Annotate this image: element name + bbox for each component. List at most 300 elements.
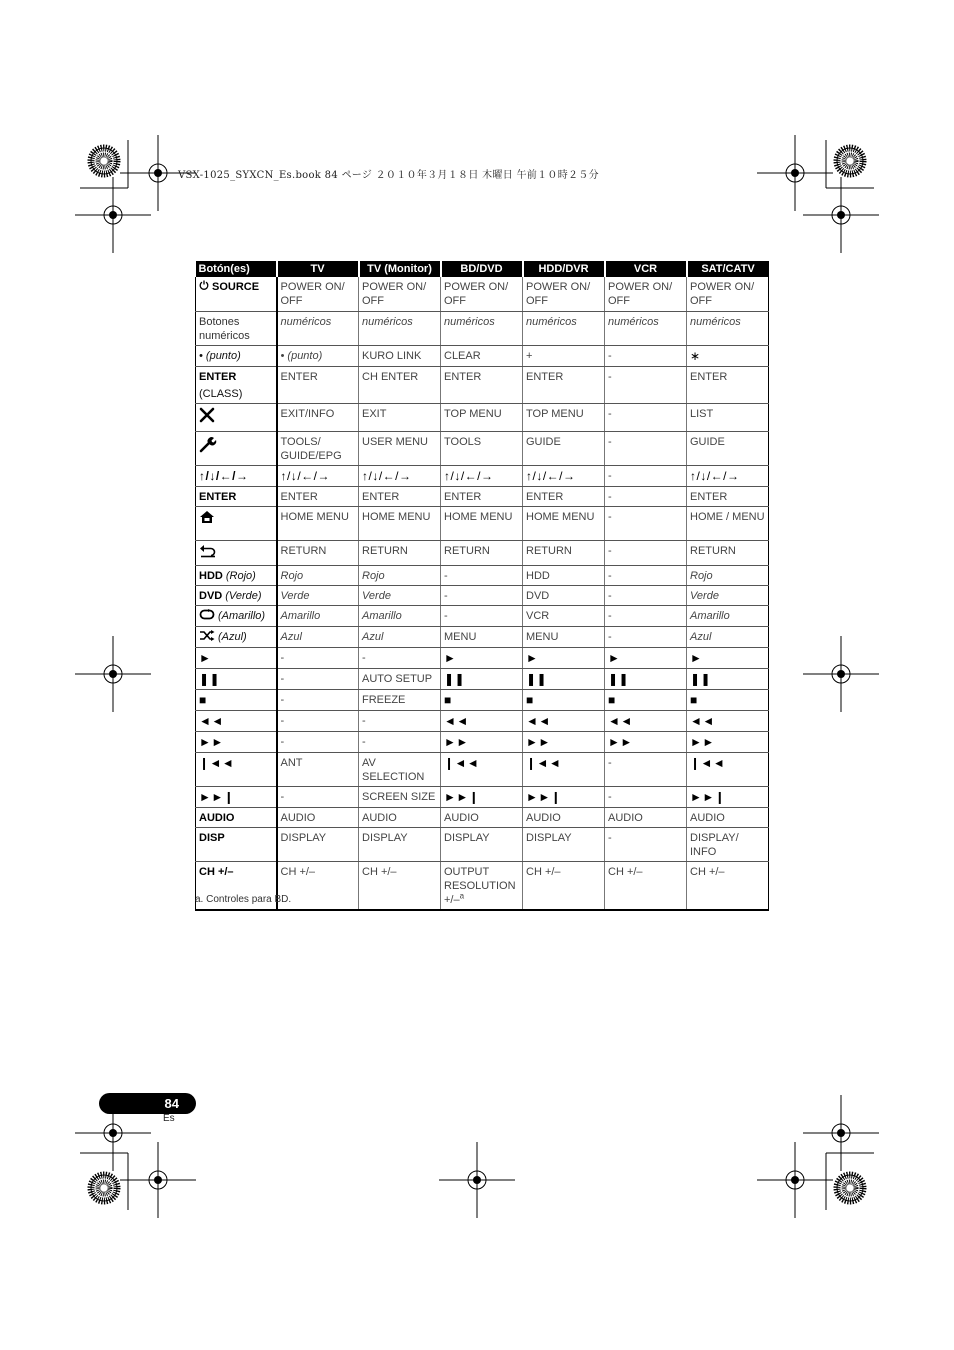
cell-value: Rojo [280, 569, 304, 582]
cell-value: - [444, 609, 448, 622]
cell-value: Verde [362, 589, 391, 602]
table-cell [523, 540, 605, 565]
table-cell [687, 626, 769, 647]
cell-value: EXIT [362, 407, 387, 420]
cell-value: ■ [526, 692, 534, 707]
cell-value: - [280, 735, 285, 748]
cell-value: - [280, 693, 285, 706]
table-cell [523, 366, 605, 403]
close-icon [199, 407, 215, 427]
cell-value: ENTER [362, 490, 400, 503]
table-cell [441, 861, 523, 910]
button-name-cell [196, 731, 277, 752]
cell-value: Verde [280, 589, 310, 602]
cell-value: ENTER [444, 370, 482, 383]
table-cell [277, 786, 359, 807]
table-cell [605, 668, 687, 689]
table-cell [523, 668, 605, 689]
table-cell [523, 585, 605, 605]
table-cell [687, 403, 769, 431]
cell-value: DISPLAY [280, 831, 327, 844]
cell-value: Azul [690, 630, 712, 643]
table-row [196, 506, 769, 540]
cell-value: ■ [690, 692, 698, 707]
cell-value: ❙◄◄ [690, 755, 726, 770]
table-cell [441, 585, 523, 605]
cell-value: AUDIO [608, 811, 643, 824]
button-name-cell [196, 827, 277, 861]
cell-value: ❚❚ [526, 671, 548, 686]
table-row [196, 431, 769, 465]
cell-value: ► [690, 650, 703, 665]
table-cell [687, 565, 769, 585]
button-label: DISP [199, 831, 225, 844]
table-row [196, 626, 769, 647]
table-cell [277, 366, 359, 403]
button-name-cell [196, 540, 277, 565]
cell-value: ENTER [526, 490, 564, 503]
cell-value: POWER ON/ OFF [280, 281, 345, 307]
table-cell [605, 786, 687, 807]
table-row [196, 827, 769, 861]
cell-value: ◄◄ [444, 713, 469, 728]
cell-value: RETURN [362, 544, 408, 557]
cell-value: ANT [280, 756, 303, 769]
cell-value: ENTER [690, 370, 728, 383]
table-cell [441, 345, 523, 366]
button-name-cell [196, 585, 277, 605]
table-cell [687, 540, 769, 565]
button-name-cell [196, 626, 277, 647]
table-cell [359, 689, 441, 710]
table-cell [277, 486, 359, 506]
cell-value: numéricos [280, 315, 332, 328]
table-cell [605, 345, 687, 366]
table-row [196, 403, 769, 431]
cell-value: POWER ON/ OFF [690, 281, 755, 307]
table-cell [441, 277, 523, 311]
button-label: ↑/↓/←/→ [199, 468, 249, 483]
table-cell [523, 807, 605, 827]
cell-value: AUDIO [280, 811, 316, 824]
table-cell [605, 827, 687, 861]
footnote: a. Controles para BD. [195, 894, 292, 905]
cell-value: ❚❚ [690, 671, 712, 686]
column-header: BD/DVD [441, 261, 523, 277]
cell-value: HOME MENU [362, 510, 431, 523]
table-cell [605, 465, 687, 486]
table-cell [687, 431, 769, 465]
page-language: Es [163, 1113, 175, 1124]
cell-value: RETURN [526, 544, 572, 557]
cell-value: FREEZE [362, 693, 406, 706]
table-row [196, 345, 769, 366]
cell-value: TOP MENU [444, 407, 502, 420]
table-row [196, 689, 769, 710]
table-cell [605, 861, 687, 910]
table-cell [523, 827, 605, 861]
cell-value: - [608, 469, 612, 482]
cell-value: HDD [526, 569, 550, 582]
table-row [196, 465, 769, 486]
repeat-icon [199, 609, 215, 624]
button-sub-label: (Verde) [225, 589, 262, 602]
cell-value: - [608, 790, 612, 803]
cell-value: ◄◄ [690, 713, 715, 728]
button-name-cell [196, 403, 277, 431]
table-cell [687, 752, 769, 786]
cell-value: Azul [280, 630, 302, 643]
column-header: Botón(es) [196, 261, 277, 277]
cell-value: - [608, 630, 612, 643]
table-row [196, 366, 769, 403]
cell-value: CH +/– [608, 865, 643, 878]
cell-value: ► [608, 650, 621, 665]
table-cell [359, 731, 441, 752]
cell-value: - [608, 407, 612, 420]
page-number: 84 [99, 1093, 196, 1114]
cell-value: DVD [526, 589, 550, 602]
table-body [196, 277, 769, 910]
button-name-cell [196, 486, 277, 506]
cell-value: CH +/– [526, 865, 561, 878]
table-cell [277, 277, 359, 311]
cell-value: numéricos [690, 315, 741, 328]
cell-value: - [608, 569, 612, 582]
cell-value: • (punto) [280, 349, 323, 362]
table-cell [441, 486, 523, 506]
table-cell [523, 710, 605, 731]
cell-value: - [608, 435, 612, 448]
table-cell [687, 689, 769, 710]
table-cell [605, 565, 687, 585]
wrench-icon [199, 435, 217, 457]
button-name-cell [196, 710, 277, 731]
cell-value: - [608, 544, 612, 557]
cell-value: - [608, 609, 612, 622]
button-label: ENTER [199, 370, 237, 383]
cell-value: Rojo [362, 569, 385, 582]
cell-value: POWER ON/ OFF [526, 281, 591, 307]
table-cell [359, 506, 441, 540]
table-cell [523, 565, 605, 585]
table-row [196, 731, 769, 752]
table-row [196, 668, 769, 689]
table-cell [441, 506, 523, 540]
cell-value: ►► [526, 734, 551, 749]
table-cell [605, 540, 687, 565]
table-cell [277, 668, 359, 689]
table-cell [359, 807, 441, 827]
table-cell [441, 689, 523, 710]
button-name-cell [196, 345, 277, 366]
cell-value: ►► [690, 734, 715, 749]
table-row [196, 786, 769, 807]
button-name-cell [196, 807, 277, 827]
table-cell [441, 403, 523, 431]
table-cell [277, 465, 359, 486]
table-row [196, 807, 769, 827]
cell-value: ↑/↓/←/→ [526, 468, 576, 483]
table-cell [441, 668, 523, 689]
cell-value: numéricos [444, 315, 495, 328]
cell-value: DISPLAY [526, 831, 572, 844]
table-cell [687, 311, 769, 345]
cell-value: - [280, 790, 285, 803]
cell-value: ❙◄◄ [526, 755, 562, 770]
table-cell [277, 431, 359, 465]
table-cell [277, 565, 359, 585]
cell-value: ■ [608, 692, 616, 707]
button-name-cell [196, 277, 277, 311]
cell-value: ENTER [526, 370, 564, 383]
table-cell [523, 786, 605, 807]
table-row [196, 540, 769, 565]
table-cell [687, 861, 769, 910]
cell-value: numéricos [526, 315, 577, 328]
cell-value: AUDIO [362, 811, 397, 824]
cell-value: KURO LINK [362, 349, 422, 362]
table-cell [523, 277, 605, 311]
cell-value: - [280, 672, 285, 685]
table-cell [523, 465, 605, 486]
table-cell [687, 710, 769, 731]
table-cell [441, 752, 523, 786]
table-cell [359, 605, 441, 626]
cell-value: HOME / MENU [690, 510, 765, 523]
table-cell [359, 626, 441, 647]
table-cell [359, 345, 441, 366]
cell-value: USER MENU [362, 435, 429, 448]
cell-value: - [362, 714, 366, 727]
table-cell [277, 626, 359, 647]
cell-value: OUTPUT RESOLUTION +/– [444, 865, 516, 906]
cell-value: ENTER [280, 490, 318, 503]
cell-value: - [280, 714, 285, 727]
cell-value: ◄◄ [608, 713, 633, 728]
table-cell [359, 465, 441, 486]
table-cell [523, 486, 605, 506]
table-cell [605, 752, 687, 786]
table-cell [441, 827, 523, 861]
cell-value: - [444, 589, 448, 602]
table-cell [359, 403, 441, 431]
table-cell [605, 626, 687, 647]
cell-value: AUDIO [690, 811, 725, 824]
button-label: ■ [199, 692, 207, 707]
cell-value: CH +/– [280, 865, 316, 878]
table-cell [523, 647, 605, 668]
cell-value: RETURN [690, 544, 736, 557]
cell-value: ENTER [280, 370, 318, 383]
table-cell [359, 647, 441, 668]
table-cell [277, 506, 359, 540]
table-cell [687, 486, 769, 506]
table-cell [277, 827, 359, 861]
table-cell [605, 807, 687, 827]
table-cell [687, 647, 769, 668]
cell-value: numéricos [608, 315, 659, 328]
table-cell [359, 486, 441, 506]
cell-value: ►►❙ [444, 789, 480, 804]
cell-value: EXIT/INFO [280, 407, 335, 420]
button-name-cell [196, 431, 277, 465]
table-cell [687, 585, 769, 605]
table-cell [605, 731, 687, 752]
button-label: Botones numéricos [199, 315, 250, 342]
button-sub-label: (Rojo) [225, 569, 256, 582]
table-row [196, 277, 769, 311]
table-cell [687, 827, 769, 861]
button-label: ◄◄ [199, 713, 224, 728]
table-cell [441, 540, 523, 565]
table-cell [277, 710, 359, 731]
cell-value: ►►❙ [526, 789, 562, 804]
table-cell [523, 345, 605, 366]
table-cell [523, 311, 605, 345]
button-name-cell [196, 565, 277, 585]
cell-value: LIST [690, 407, 714, 420]
cell-value: ↑/↓/←/→ [362, 468, 412, 483]
home-icon [199, 510, 215, 528]
table-row [196, 710, 769, 731]
table-cell [605, 366, 687, 403]
table-cell [277, 752, 359, 786]
table-cell [687, 277, 769, 311]
table-cell [359, 861, 441, 910]
button-name-cell [196, 366, 277, 403]
cell-value: ∗ [690, 348, 701, 363]
table-cell [523, 605, 605, 626]
table-cell [605, 710, 687, 731]
column-header: TV (Monitor) [359, 261, 441, 277]
table-cell [277, 345, 359, 366]
table-row [196, 585, 769, 605]
shuffle-icon [199, 630, 215, 645]
button-label: DVD [199, 589, 223, 602]
button-name-cell [196, 689, 277, 710]
cell-value: GUIDE [690, 435, 725, 448]
button-label: ►► [199, 734, 224, 749]
table-row [196, 647, 769, 668]
table-cell [687, 731, 769, 752]
cell-value: ■ [444, 692, 452, 707]
table-cell [441, 605, 523, 626]
cell-value: - [280, 651, 285, 664]
table-header-row [196, 261, 769, 277]
button-label: ❚❚ [199, 671, 221, 686]
table-cell [687, 506, 769, 540]
cell-value: POWER ON/ OFF [444, 281, 509, 307]
table-cell [523, 403, 605, 431]
cell-value: - [608, 349, 612, 362]
button-name-cell [196, 752, 277, 786]
table-cell [441, 731, 523, 752]
cell-value: CLEAR [444, 349, 481, 362]
table-row [196, 605, 769, 626]
table-cell [687, 345, 769, 366]
table-cell [523, 752, 605, 786]
cell-value: AUDIO [444, 811, 479, 824]
cell-value: MENU [444, 630, 477, 643]
table-row [196, 486, 769, 506]
table-cell [523, 506, 605, 540]
button-label: ► [199, 650, 212, 665]
table-cell [277, 647, 359, 668]
cell-value: + [526, 349, 533, 362]
table-cell [359, 752, 441, 786]
cell-value: RETURN [280, 544, 327, 557]
table-cell [277, 540, 359, 565]
table-cell [523, 689, 605, 710]
table-cell [605, 647, 687, 668]
table-cell [605, 431, 687, 465]
book-header: VSX-1025_SYXCN_Es.book 84 ページ ２０１０年３月１８日 木曜日 午前１０時２５分 [178, 170, 599, 181]
table-cell [359, 277, 441, 311]
table-cell [441, 366, 523, 403]
column-header: TV [277, 261, 359, 277]
table-cell [687, 605, 769, 626]
cell-value: - [362, 735, 366, 748]
table-cell [277, 585, 359, 605]
table-cell [605, 403, 687, 431]
table-cell [687, 366, 769, 403]
cell-value: AUDIO [526, 811, 561, 824]
cell-value: - [608, 370, 612, 383]
table-cell [687, 465, 769, 486]
button-name-cell [196, 311, 277, 345]
table-cell [687, 786, 769, 807]
column-header: SAT/CATV [687, 261, 769, 277]
cell-value: ↑/↓/←/→ [280, 468, 331, 483]
table-cell [605, 605, 687, 626]
table-cell [441, 647, 523, 668]
button-label: AUDIO [199, 811, 235, 824]
table-cell [523, 431, 605, 465]
cell-value: POWER ON/ OFF [608, 281, 673, 307]
cell-value: CH +/– [690, 865, 725, 878]
cell-value: POWER ON/ OFF [362, 281, 427, 307]
table-cell [359, 431, 441, 465]
cell-value: RETURN [444, 544, 490, 557]
table-cell [441, 431, 523, 465]
table-cell [277, 731, 359, 752]
cell-value: Verde [690, 589, 719, 602]
cell-value: ◄◄ [526, 713, 551, 728]
button-sub-label: (Azul) [218, 630, 247, 643]
table-cell [605, 311, 687, 345]
table-cell [359, 786, 441, 807]
cell-value: - [608, 756, 612, 769]
button-label: ENTER [199, 490, 237, 503]
button-name-cell [196, 647, 277, 668]
button-name-cell [196, 506, 277, 540]
return-icon [199, 544, 217, 562]
cell-value: Amarillo [280, 609, 321, 622]
cell-value: ❚❚ [444, 671, 466, 686]
table-cell [605, 506, 687, 540]
table-cell [359, 540, 441, 565]
button-name-cell [196, 786, 277, 807]
table-cell [277, 689, 359, 710]
cell-value: TOOLS [444, 435, 482, 448]
table-cell [277, 605, 359, 626]
power-icon [199, 280, 209, 294]
cell-value: ►►❙ [690, 789, 726, 804]
button-sub-label: (Amarillo) [218, 609, 266, 622]
cell-value: Amarillo [690, 609, 730, 622]
cell-value: ❚❚ [608, 671, 630, 686]
